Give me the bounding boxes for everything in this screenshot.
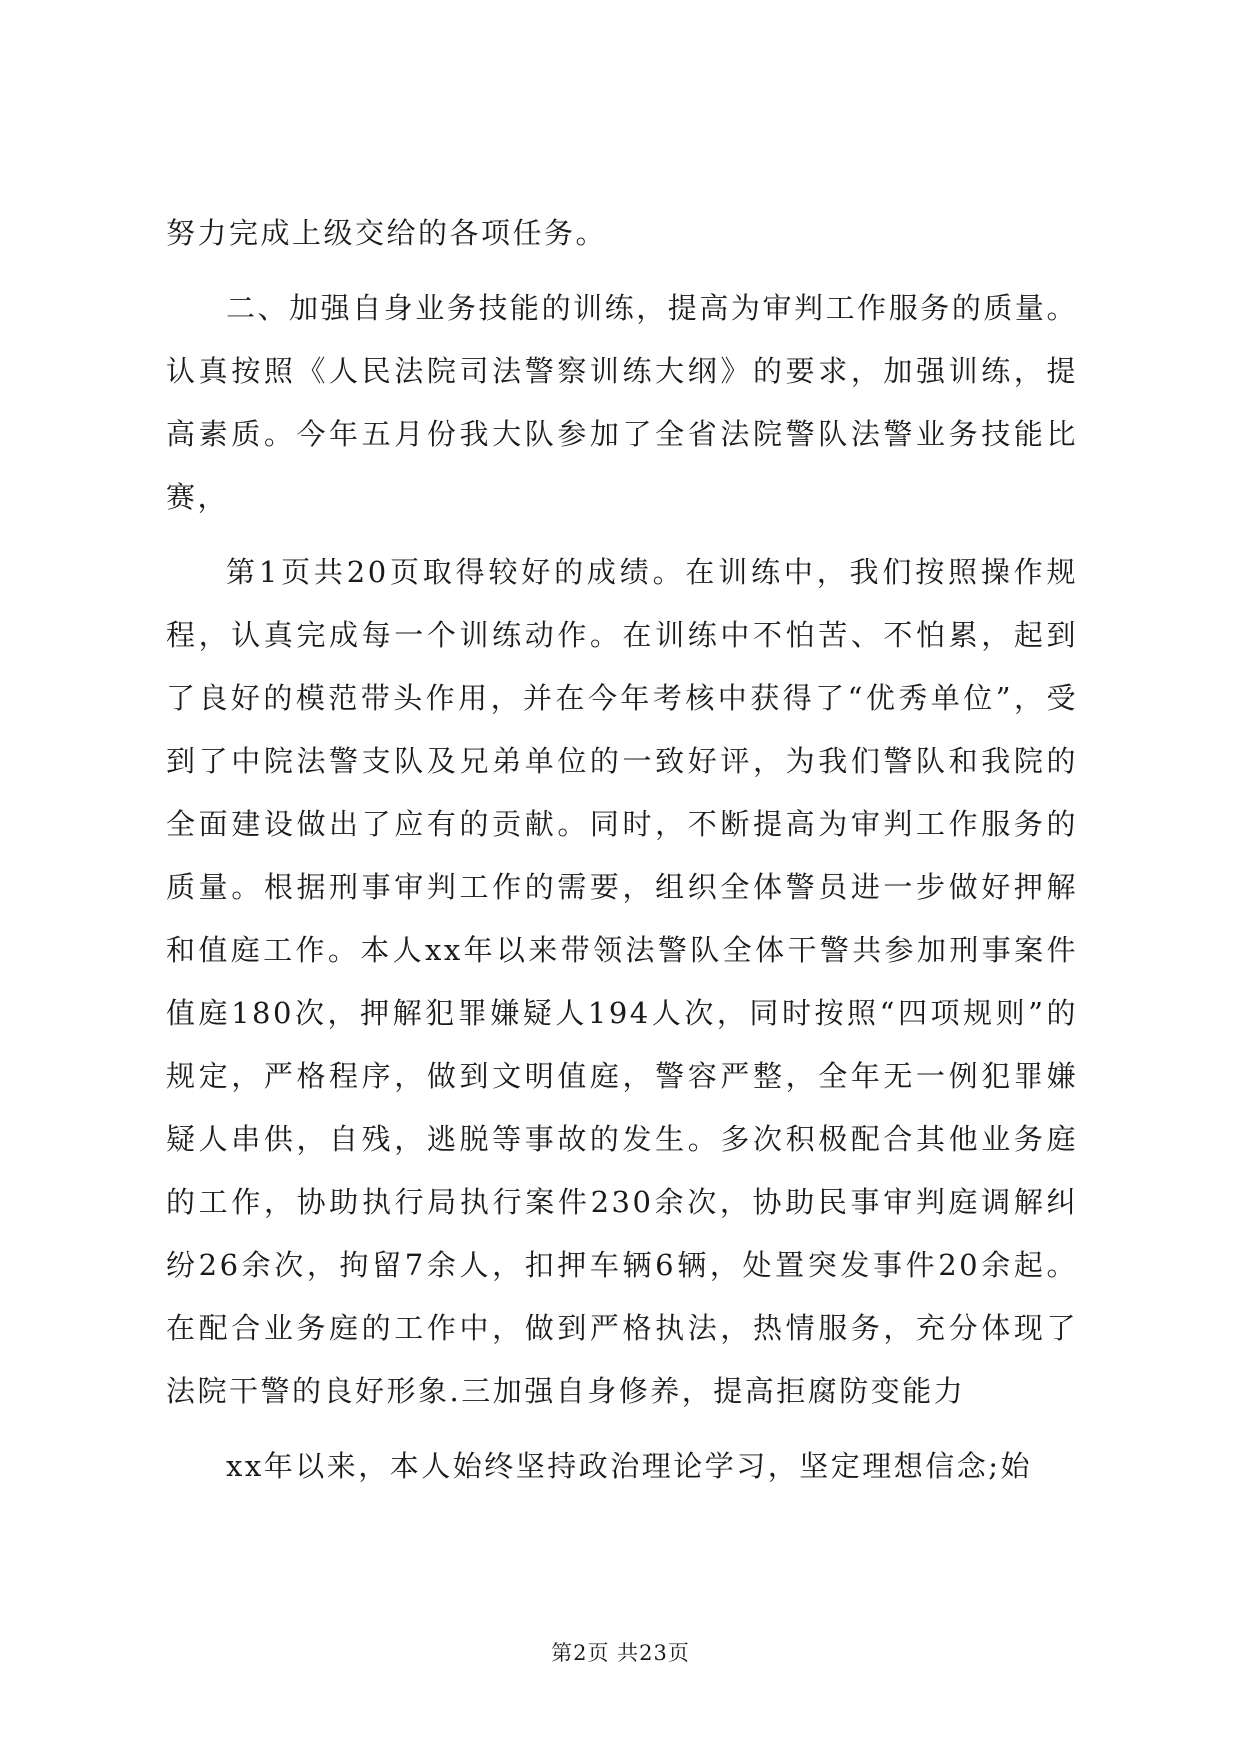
paragraph-1: 努力完成上级交给的各项任务。 <box>166 216 608 250</box>
paragraph-4: xx年以来，本人始终坚持政治理论学习，坚定理想信念;始 <box>226 1449 1032 1483</box>
document-body <box>166 202 1078 1498</box>
page-number-footer: 第2页 共23页 <box>551 1641 690 1665</box>
paragraph-3: 第1页共20页取得较好的成绩。在训练中，我们按照操作规程，认真完成每一个训练动作。在训练中不怕苦、不怕累，起到了良好的模范带头作用，并在今年考核中获得了“优秀单位”，受到了中院法警支队及兄弟单位的一致好评，为我们警队和我院的全面建设做出了应有的贡献。同时，不断提高为审判工作服务的质量。根据刑事审判工作的需要，组织全体警员进一步做好押解和值庭工作。本人xx年以来带领法警队全体干警共参加刑事案件值庭180次，押解犯罪嫌疑人194人次，同时按照“四项规则”的规定，严格程序，做到文明值庭，警容严整，全年无一例犯罪嫌疑人串供，自残，逃脱等事故的发生。多次积极配合其他业务庭的工作，协助执行局执行案件230余次，协助民事审判庭调解纠纷26余次，拘留7余人，扣押车辆6辆，处置突发事件20余起。在配合业务庭的工作中，做到严格执法，热情服务，充分体现了法院干警的良好形象.三加强自身修养，提高拒腐防变能力 <box>166 555 1078 1408</box>
paragraph-2: 二、加强自身业务技能的训练，提高为审判工作服务的质量。认真按照《人民法院司法警察训练大纲》的要求，加强训练，提高素质。今年五月份我大队参加了全省法院警队法警业务技能比赛， <box>166 291 1078 514</box>
